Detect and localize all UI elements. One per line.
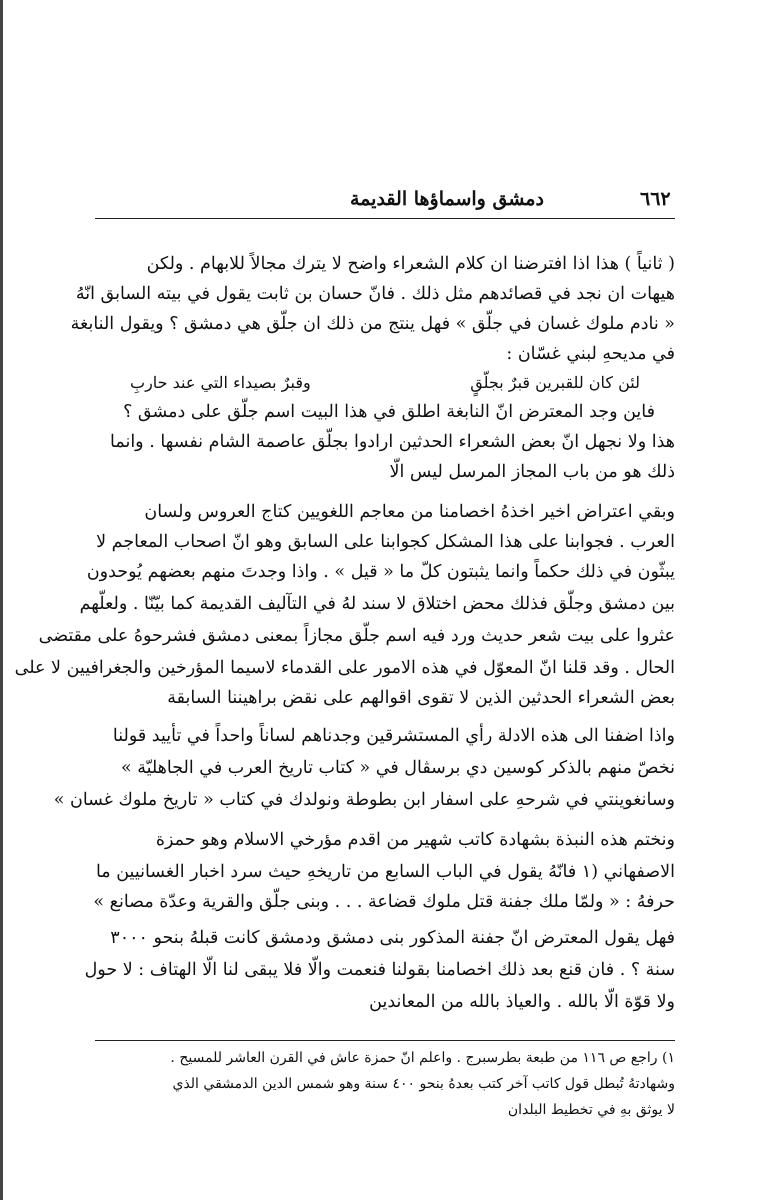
body-line: العرب . فجوابنا على هذا المشكل كجوابنا على السابق وهو انّ اصحاب المعاجم لا (96, 532, 675, 552)
running-title: دمشق واسماؤها القديمة (350, 188, 544, 210)
body-line: هيهات ان نجد في قصائدهم مثل ذلك . فانّ حسان بن ثابت يقول في بيته السابق انّهُ (75, 284, 675, 304)
body-line: ذلك هو من باب المجاز المرسل ليس الّا (389, 462, 675, 482)
body-line: سنة ؟ . فان قنع بعد ذلك اخصامنا بقولنا فنعمت والّا فلا يبقى لنا الّا الهتاف : لا حول (84, 960, 675, 980)
body-line: هذا ولا نجهل انّ بعض الشعراء الحدثين ارادوا بجلّق عاصمة الشام نفسها . وانما (110, 432, 675, 452)
body-line: بين دمشق وجلّق فذلك محض اختلاق لا سند لهُ في التآليف القديمة كما بيّنّا . ولعلّهم (79, 594, 675, 614)
body-line: وسانغوينتي في شرحهِ على اسفار ابن بطوطة ونولدك في كتاب « تاريخ ملوك غسان » (53, 790, 675, 810)
poem-verse (130, 370, 640, 398)
page-header (95, 180, 675, 216)
body-line: « نادم ملوك غسان في جلّق » فهل ينتج من ذلك ان جلّق هي دمشق ؟ ويقول النابغة (70, 314, 675, 334)
body-line: بعض الشعراء الحدثين الذين لا تقوى اقوالهم على نقض براهيننا السابقة (167, 688, 675, 708)
page-number: ٦٦٢ (640, 188, 671, 210)
body-line: في مديحهِ لبني غسّان : (506, 344, 675, 364)
footnote-rule (95, 1040, 675, 1041)
verse-hemistich: وقبرٌ بصيداء التي عند حاربِ (130, 373, 311, 392)
body-line: يبثّون في ذلك حكماً وانما يثبتون كلّ ما « قيل » . واذا وجدتَ منهم بعضهم يُوحدون (86, 562, 675, 582)
body-line: فهل يقول المعترض انّ جفنة المذكور بنى دمشق ودمشق كانت قبلهُ بنحو ٣٠٠٠ (110, 928, 675, 948)
body-line: ونختم هذه النبذة بشهادة كاتب شهير من اقدم مؤرخي الاسلام وهو حمزة (155, 830, 675, 850)
body-line: واذا اضفنا الى هذه الادلة رأي المستشرقين وجدناهم لساناً واحداً في تأييد قولنا (112, 726, 675, 746)
body-line: عثروا على بيت شعر حديث ورد فيه اسم جلّق مجازاً بمعنى دمشق فشرحوهُ على مقتضى (38, 626, 675, 646)
verse-hemistich: لئن كان للقبرين قبرٌ بجلّقٍ (470, 373, 640, 392)
body-line: فاين وجد المعترض انّ النابغة اطلق في هذا البيت اسم جلّق على دمشق ؟ (123, 402, 655, 422)
footnote-line: لا يوثق بهِ في تخطيط البلدان (507, 1102, 675, 1118)
body-line: وبقي اعتراض اخير اخذهُ اخصامنا من معاجم اللغويين كتاج العروس ولسان (144, 502, 675, 522)
scan-edge (0, 0, 3, 1200)
body-line: نخصّ منهم بالذكر كوسين دي برسڤال في « كتاب تاريخ العرب في الجاهليّة » (120, 758, 675, 778)
body-line: الحال . وقد قلنا انّ المعوّل في هذه الامور على القدماء لاسيما المؤرخين والجغرافيين لا على (14, 658, 675, 678)
body-line: حرفهُ : « ولمّا ملك جفنة قتل ملوك قضاعة . . . وبنى جلّق والقرية وعدّة مصانع » (93, 892, 675, 912)
body-line: الاصفهاني (١ فانّهُ يقول في الباب السابع من تاريخهِ حيث سرد اخبار الغسانيين ما (95, 862, 675, 882)
header-rule (95, 218, 675, 219)
body-line: ( ثانياً ) هذا اذا افترضنا ان كلام الشعراء واضح لا يترك مجالاً للابهام . ولكن (146, 254, 675, 274)
footnote-line: ١) راجع ص ١١٦ من طبعة بطرسبرج . واعلم انّ حمزة عاش في القرن العاشر للمسيح . (170, 1050, 675, 1066)
footnote-line: وشهادتهُ تُبطل قول كاتب آخر كتب بعدهُ بنحو ٤٠٠ سنة وهو شمس الدين الدمشقي الذي (172, 1076, 675, 1092)
body-line: ولا قوّة الّا بالله . والعياذ بالله من المعاندين (369, 992, 675, 1012)
